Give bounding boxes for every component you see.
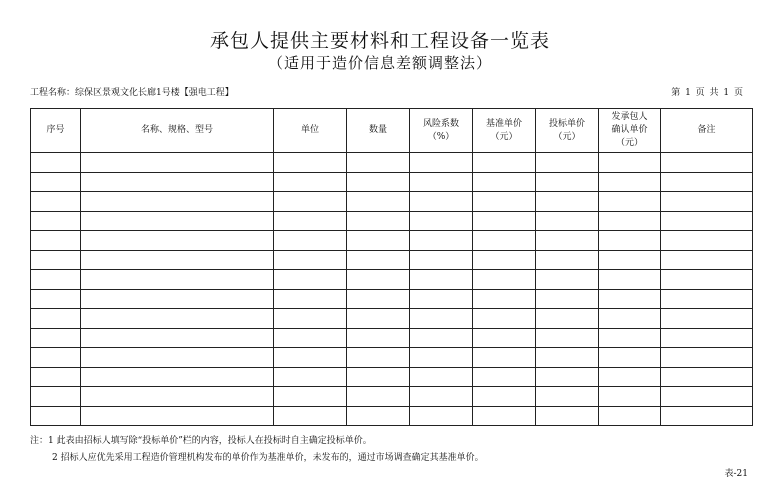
table-cell[interactable] bbox=[81, 387, 274, 407]
table-cell[interactable] bbox=[536, 211, 599, 231]
table-cell[interactable] bbox=[410, 211, 473, 231]
table-cell[interactable] bbox=[81, 328, 274, 348]
table-cell[interactable] bbox=[274, 406, 347, 426]
column-header-line: （元） bbox=[490, 131, 518, 142]
table-cell[interactable] bbox=[81, 250, 274, 270]
table-cell[interactable] bbox=[410, 231, 473, 251]
table-cell[interactable] bbox=[661, 231, 753, 251]
table-cell[interactable] bbox=[274, 387, 347, 407]
table-body bbox=[31, 153, 753, 426]
table-row bbox=[31, 250, 753, 270]
table-cell[interactable] bbox=[661, 172, 753, 192]
page-info: 第 1 页 共 1 页 bbox=[671, 88, 744, 98]
table-row bbox=[31, 192, 753, 212]
table-cell[interactable] bbox=[473, 172, 536, 192]
table-cell[interactable] bbox=[410, 250, 473, 270]
table-cell[interactable] bbox=[347, 153, 410, 173]
table-cell[interactable] bbox=[536, 289, 599, 309]
table-cell[interactable] bbox=[536, 406, 599, 426]
column-header-line: 发承包人 bbox=[611, 112, 648, 122]
table-row bbox=[31, 406, 753, 426]
table-cell[interactable] bbox=[661, 309, 753, 329]
table-cell[interactable] bbox=[473, 153, 536, 173]
table-cell[interactable] bbox=[347, 172, 410, 192]
table-cell[interactable] bbox=[81, 367, 274, 387]
table-cell[interactable] bbox=[274, 211, 347, 231]
table-cell[interactable] bbox=[599, 309, 661, 329]
table-cell[interactable] bbox=[536, 153, 599, 173]
column-header bbox=[473, 109, 536, 153]
table-cell[interactable] bbox=[599, 211, 661, 231]
table-row bbox=[31, 270, 753, 290]
table-cell[interactable] bbox=[347, 406, 410, 426]
table-cell[interactable] bbox=[274, 289, 347, 309]
table-cell[interactable] bbox=[410, 348, 473, 368]
table-cell[interactable] bbox=[274, 309, 347, 329]
table-cell[interactable] bbox=[274, 192, 347, 212]
table-cell[interactable] bbox=[473, 231, 536, 251]
column-header bbox=[81, 109, 274, 153]
table-cell[interactable] bbox=[536, 231, 599, 251]
table-cell[interactable] bbox=[81, 406, 274, 426]
table-cell[interactable] bbox=[661, 153, 753, 173]
column-header-line: 风险系数 bbox=[422, 118, 459, 129]
table-cell[interactable] bbox=[410, 192, 473, 212]
table-row bbox=[31, 309, 753, 329]
column-header bbox=[31, 109, 81, 153]
table-cell[interactable] bbox=[473, 192, 536, 212]
table-cell[interactable] bbox=[347, 289, 410, 309]
table-cell[interactable] bbox=[536, 192, 599, 212]
table-cell[interactable] bbox=[536, 270, 599, 290]
table-row bbox=[31, 231, 753, 251]
table-cell[interactable] bbox=[473, 328, 536, 348]
table-cell[interactable] bbox=[599, 289, 661, 309]
table-row bbox=[31, 348, 753, 368]
table-cell[interactable] bbox=[661, 406, 753, 426]
column-header bbox=[536, 109, 599, 153]
table-cell[interactable] bbox=[661, 328, 753, 348]
column-header-line: 名称、规格、型号 bbox=[140, 125, 213, 135]
table-cell[interactable] bbox=[410, 153, 473, 173]
table-cell[interactable] bbox=[661, 211, 753, 231]
page-code: 表-21 bbox=[724, 469, 748, 479]
table-cell[interactable] bbox=[81, 153, 274, 173]
table-cell[interactable] bbox=[81, 270, 274, 290]
table-cell[interactable] bbox=[31, 153, 81, 173]
table-cell[interactable] bbox=[410, 328, 473, 348]
table-row bbox=[31, 153, 753, 173]
table-cell[interactable] bbox=[31, 250, 81, 270]
table-cell[interactable] bbox=[274, 250, 347, 270]
column-header bbox=[410, 109, 473, 153]
table-cell[interactable] bbox=[599, 270, 661, 290]
note-1: 注：1 此表由招标人填写除“投标单价”栏的内容，投标人在投标时自主确定投标单价。 bbox=[30, 436, 372, 446]
table-cell[interactable] bbox=[473, 250, 536, 270]
table-cell[interactable] bbox=[536, 309, 599, 329]
table-cell[interactable] bbox=[473, 309, 536, 329]
column-header-line: （%） bbox=[427, 131, 455, 142]
column-header-line: （元） bbox=[553, 131, 581, 142]
table-cell[interactable] bbox=[274, 328, 347, 348]
table-cell[interactable] bbox=[473, 270, 536, 290]
table-cell[interactable] bbox=[536, 387, 599, 407]
table-row bbox=[31, 367, 753, 387]
table-cell[interactable] bbox=[599, 387, 661, 407]
table-cell[interactable] bbox=[274, 367, 347, 387]
table-cell[interactable] bbox=[81, 309, 274, 329]
column-header bbox=[661, 109, 753, 153]
table-cell[interactable] bbox=[274, 153, 347, 173]
table-cell[interactable] bbox=[661, 270, 753, 290]
table-cell[interactable] bbox=[81, 289, 274, 309]
table-cell[interactable] bbox=[599, 406, 661, 426]
table-cell[interactable] bbox=[31, 172, 81, 192]
column-header-line: 确认单价 bbox=[611, 125, 648, 135]
column-header-line: 数量 bbox=[368, 125, 387, 135]
column-header-line: 基准单价 bbox=[485, 118, 522, 129]
table-cell[interactable] bbox=[347, 211, 410, 231]
column-header-line: （元） bbox=[615, 138, 643, 148]
column-header bbox=[347, 109, 410, 153]
column-header-line: 备注 bbox=[697, 125, 716, 135]
table-cell[interactable] bbox=[661, 387, 753, 407]
column-header-line: 单位 bbox=[300, 125, 319, 135]
table-row bbox=[31, 387, 753, 407]
table-cell[interactable] bbox=[31, 192, 81, 212]
table-cell[interactable] bbox=[347, 250, 410, 270]
table-cell[interactable] bbox=[599, 153, 661, 173]
table-cell[interactable] bbox=[31, 387, 81, 407]
table-cell[interactable] bbox=[599, 367, 661, 387]
table-cell[interactable] bbox=[31, 406, 81, 426]
table-cell[interactable] bbox=[536, 348, 599, 368]
page-title: 承包人提供主要材料和工程设备一览表 bbox=[209, 30, 550, 52]
table-cell[interactable] bbox=[347, 309, 410, 329]
table-row bbox=[31, 328, 753, 348]
table-cell[interactable] bbox=[81, 348, 274, 368]
table-cell[interactable] bbox=[473, 348, 536, 368]
table-cell[interactable] bbox=[536, 172, 599, 192]
table-cell[interactable] bbox=[473, 211, 536, 231]
table-cell[interactable] bbox=[347, 348, 410, 368]
table-cell[interactable] bbox=[410, 289, 473, 309]
table-cell[interactable] bbox=[536, 328, 599, 348]
page-subtitle: （适用于造价信息差额调整法） bbox=[267, 54, 492, 72]
table-cell[interactable] bbox=[31, 211, 81, 231]
column-header-line: 序号 bbox=[46, 125, 65, 135]
table-cell[interactable] bbox=[410, 387, 473, 407]
table-cell[interactable] bbox=[81, 231, 274, 251]
table-cell[interactable] bbox=[661, 250, 753, 270]
table-cell[interactable] bbox=[81, 211, 274, 231]
table-header-row bbox=[31, 109, 753, 153]
table-cell[interactable] bbox=[347, 387, 410, 407]
table-cell[interactable] bbox=[347, 231, 410, 251]
table-cell[interactable] bbox=[536, 250, 599, 270]
table-cell[interactable] bbox=[599, 172, 661, 192]
column-header bbox=[274, 109, 347, 153]
table-cell[interactable] bbox=[473, 367, 536, 387]
column-header bbox=[599, 109, 661, 153]
table-cell[interactable] bbox=[274, 231, 347, 251]
table-cell[interactable] bbox=[31, 328, 81, 348]
table-cell[interactable] bbox=[536, 367, 599, 387]
table-cell[interactable] bbox=[473, 387, 536, 407]
table-cell[interactable] bbox=[347, 270, 410, 290]
table-cell[interactable] bbox=[599, 192, 661, 212]
table-cell[interactable] bbox=[274, 348, 347, 368]
note-2: 2 招标人应优先采用工程造价管理机构发布的单价作为基准单价，未发布的，通过市场调查确定其基准单价。 bbox=[52, 453, 484, 463]
table-cell[interactable] bbox=[599, 328, 661, 348]
table-cell[interactable] bbox=[599, 231, 661, 251]
table-cell[interactable] bbox=[31, 348, 81, 368]
materials-table bbox=[30, 108, 753, 426]
table-row bbox=[31, 172, 753, 192]
table-cell[interactable] bbox=[473, 289, 536, 309]
table-cell[interactable] bbox=[274, 270, 347, 290]
table-cell[interactable] bbox=[81, 192, 274, 212]
table-cell[interactable] bbox=[410, 367, 473, 387]
table-row bbox=[31, 289, 753, 309]
table-cell[interactable] bbox=[410, 172, 473, 192]
table-cell[interactable] bbox=[31, 289, 81, 309]
table-cell[interactable] bbox=[473, 406, 536, 426]
table-row bbox=[31, 211, 753, 231]
table-cell[interactable] bbox=[661, 289, 753, 309]
table-cell[interactable] bbox=[347, 328, 410, 348]
table-cell[interactable] bbox=[31, 270, 81, 290]
table-cell[interactable] bbox=[274, 172, 347, 192]
table-cell[interactable] bbox=[599, 250, 661, 270]
table-cell[interactable] bbox=[347, 367, 410, 387]
table-cell[interactable] bbox=[661, 367, 753, 387]
table-cell[interactable] bbox=[661, 192, 753, 212]
table-cell[interactable] bbox=[347, 192, 410, 212]
project-name: 工程名称：综保区景观文化长廊1号楼【强电工程】 bbox=[30, 88, 234, 98]
table-cell[interactable] bbox=[410, 309, 473, 329]
table-cell[interactable] bbox=[31, 367, 81, 387]
table-cell[interactable] bbox=[661, 348, 753, 368]
table-cell[interactable] bbox=[31, 309, 81, 329]
table-cell[interactable] bbox=[410, 270, 473, 290]
table-cell[interactable] bbox=[81, 172, 274, 192]
column-header-line: 投标单价 bbox=[548, 118, 585, 129]
table-cell[interactable] bbox=[599, 348, 661, 368]
table-cell[interactable] bbox=[410, 406, 473, 426]
table-cell[interactable] bbox=[31, 231, 81, 251]
